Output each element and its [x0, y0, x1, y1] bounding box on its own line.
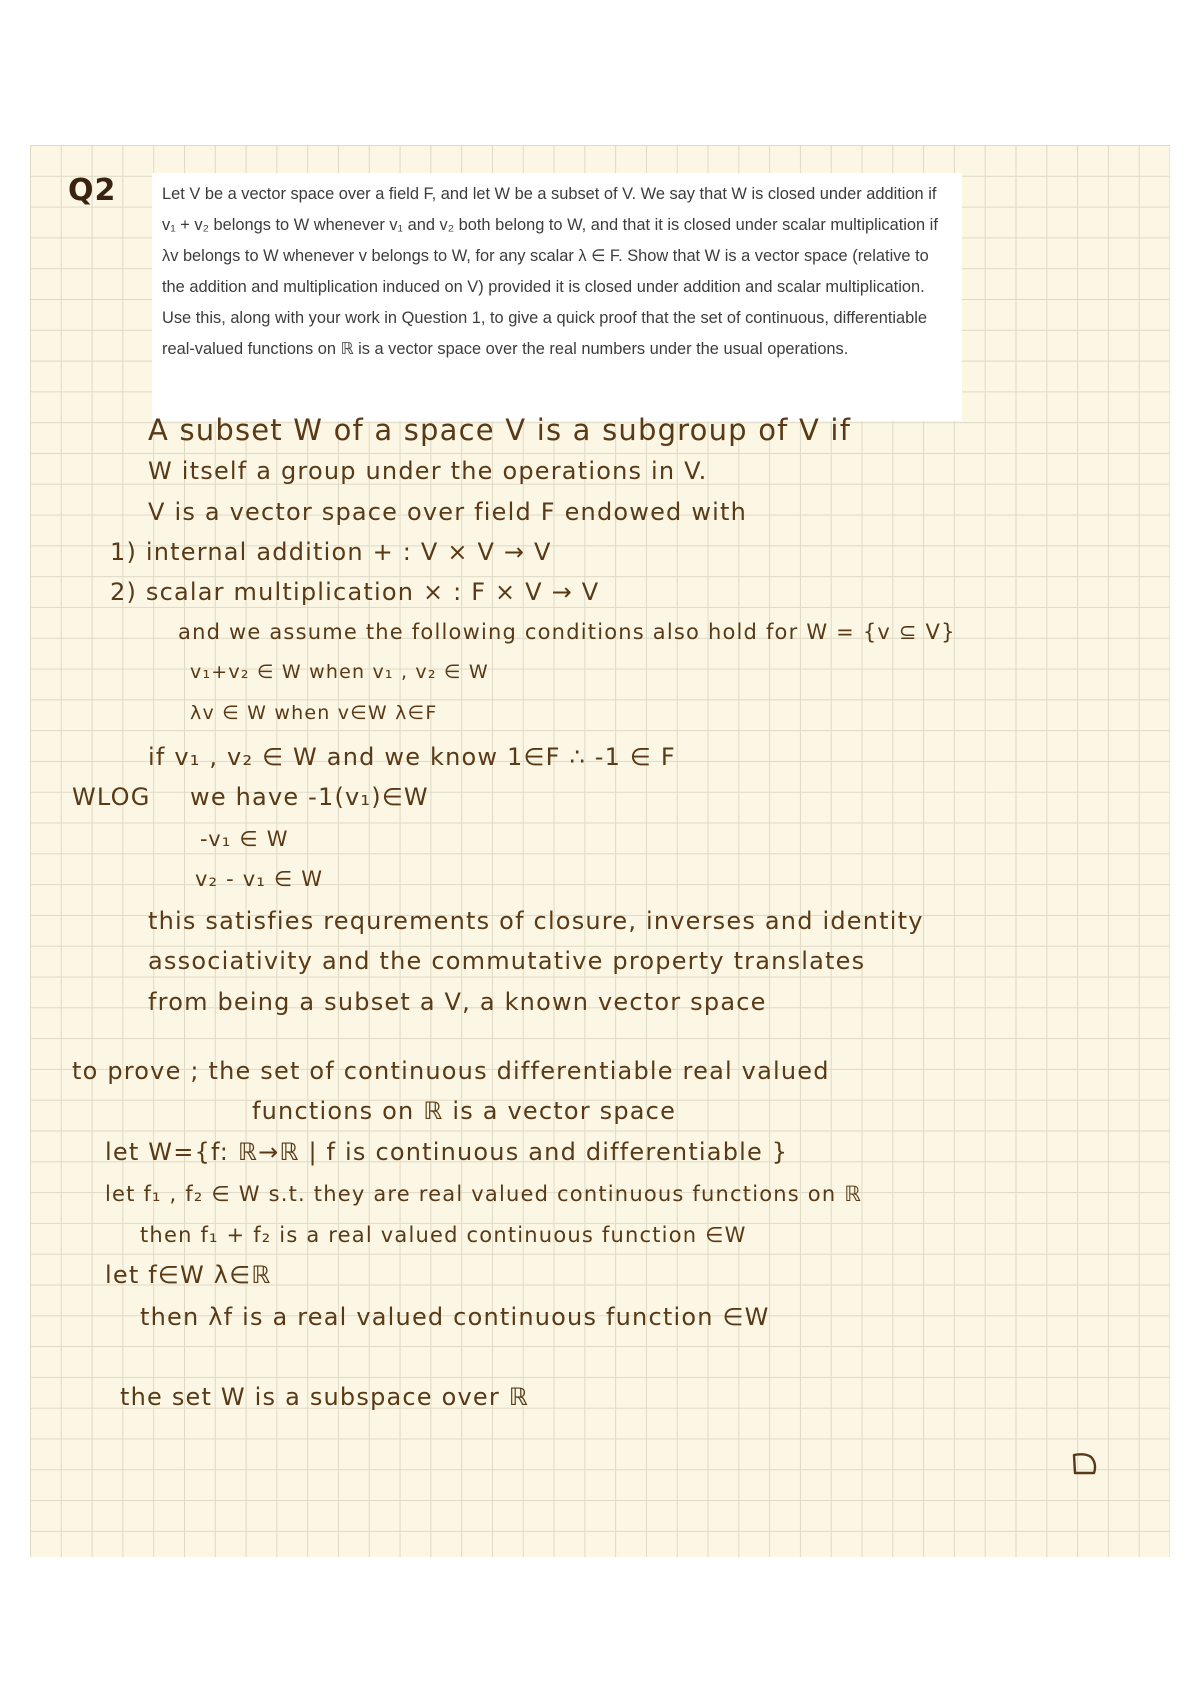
handwritten-line-11: -v₁ ∈ W [200, 827, 289, 851]
handwritten-line-7: v₁+v₂ ∈ W when v₁ , v₂ ∈ W [190, 661, 489, 683]
handwritten-line-6: and we assume the following conditions also hold for W = {v ⊆ V} [178, 620, 956, 644]
handwritten-line-16: to prove ; the set of continuous differentiable real valued [72, 1057, 830, 1085]
handwritten-line-22: then λf is a real valued continuous function ∈W [140, 1303, 770, 1331]
qed-square-icon [1070, 1451, 1100, 1477]
handwritten-line-23: the set W is a subspace over ℝ [120, 1383, 529, 1411]
handwritten-line-15: from being a subset a V, a known vector space [148, 988, 767, 1016]
handwritten-line-19: let f₁ , f₂ ∈ W s.t. they are real valued continuous functions on ℝ [105, 1182, 863, 1206]
question-prompt-text: Let V be a vector space over a field F, and let W be a subset of V. We say that W is closed under addition if v₁ + v₂ belongs to W whenever v₁ and v₂ both belong to W, and that it is closed under scalar multiplication if λv belongs to W whenever v belongs to W, for any scalar λ ∈ F. Show that W is a vector space (relative to the addition and multiplication induced on V) provided it is closed under addition and scalar multiplication. Use this, along with your work in Question 1, to give a quick proof that the set of continuous, differentiable real-valued functions on ℝ is a vector space over the real numbers under the usual operations. [162, 185, 938, 358]
question-prompt-box [152, 173, 962, 421]
handwritten-line-9: if v₁ , v₂ ∈ W and we know 1∈F ∴ -1 ∈ F [148, 743, 676, 771]
handwritten-line-18: let W={f: ℝ→ℝ | f is continuous and differentiable } [105, 1138, 789, 1166]
handwritten-line-21: let f∈W λ∈ℝ [105, 1261, 272, 1289]
handwritten-line-8: λv ∈ W when v∈W λ∈F [190, 702, 438, 724]
handwritten-line-4: 1) internal addition + : V × V → V [110, 538, 552, 566]
handwritten-line-2: W itself a group under the operations in V. [148, 457, 708, 485]
handwritten-line-10: we have -1(v₁)∈W [190, 783, 429, 811]
handwritten-line-20: then f₁ + f₂ is a real valued continuous function ∈W [140, 1223, 747, 1247]
handwritten-wlog: WLOG [72, 783, 151, 811]
handwritten-line-3: V is a vector space over field F endowed with [148, 498, 748, 526]
notebook-page [30, 145, 1170, 1557]
handwritten-line-14: associativity and the commutative property translates [148, 947, 866, 975]
handwritten-line-5: 2) scalar multiplication × : F × V → V [110, 578, 600, 606]
handwritten-line-12: v₂ - v₁ ∈ W [195, 867, 324, 891]
question-label: Q2 [68, 173, 117, 208]
handwritten-line-1: A subset W of a space V is a subgroup of V if [148, 413, 852, 447]
handwritten-line-13: this satisfies requrements of closure, inverses and identity [148, 907, 924, 935]
handwritten-line-17: functions on ℝ is a vector space [252, 1097, 677, 1125]
